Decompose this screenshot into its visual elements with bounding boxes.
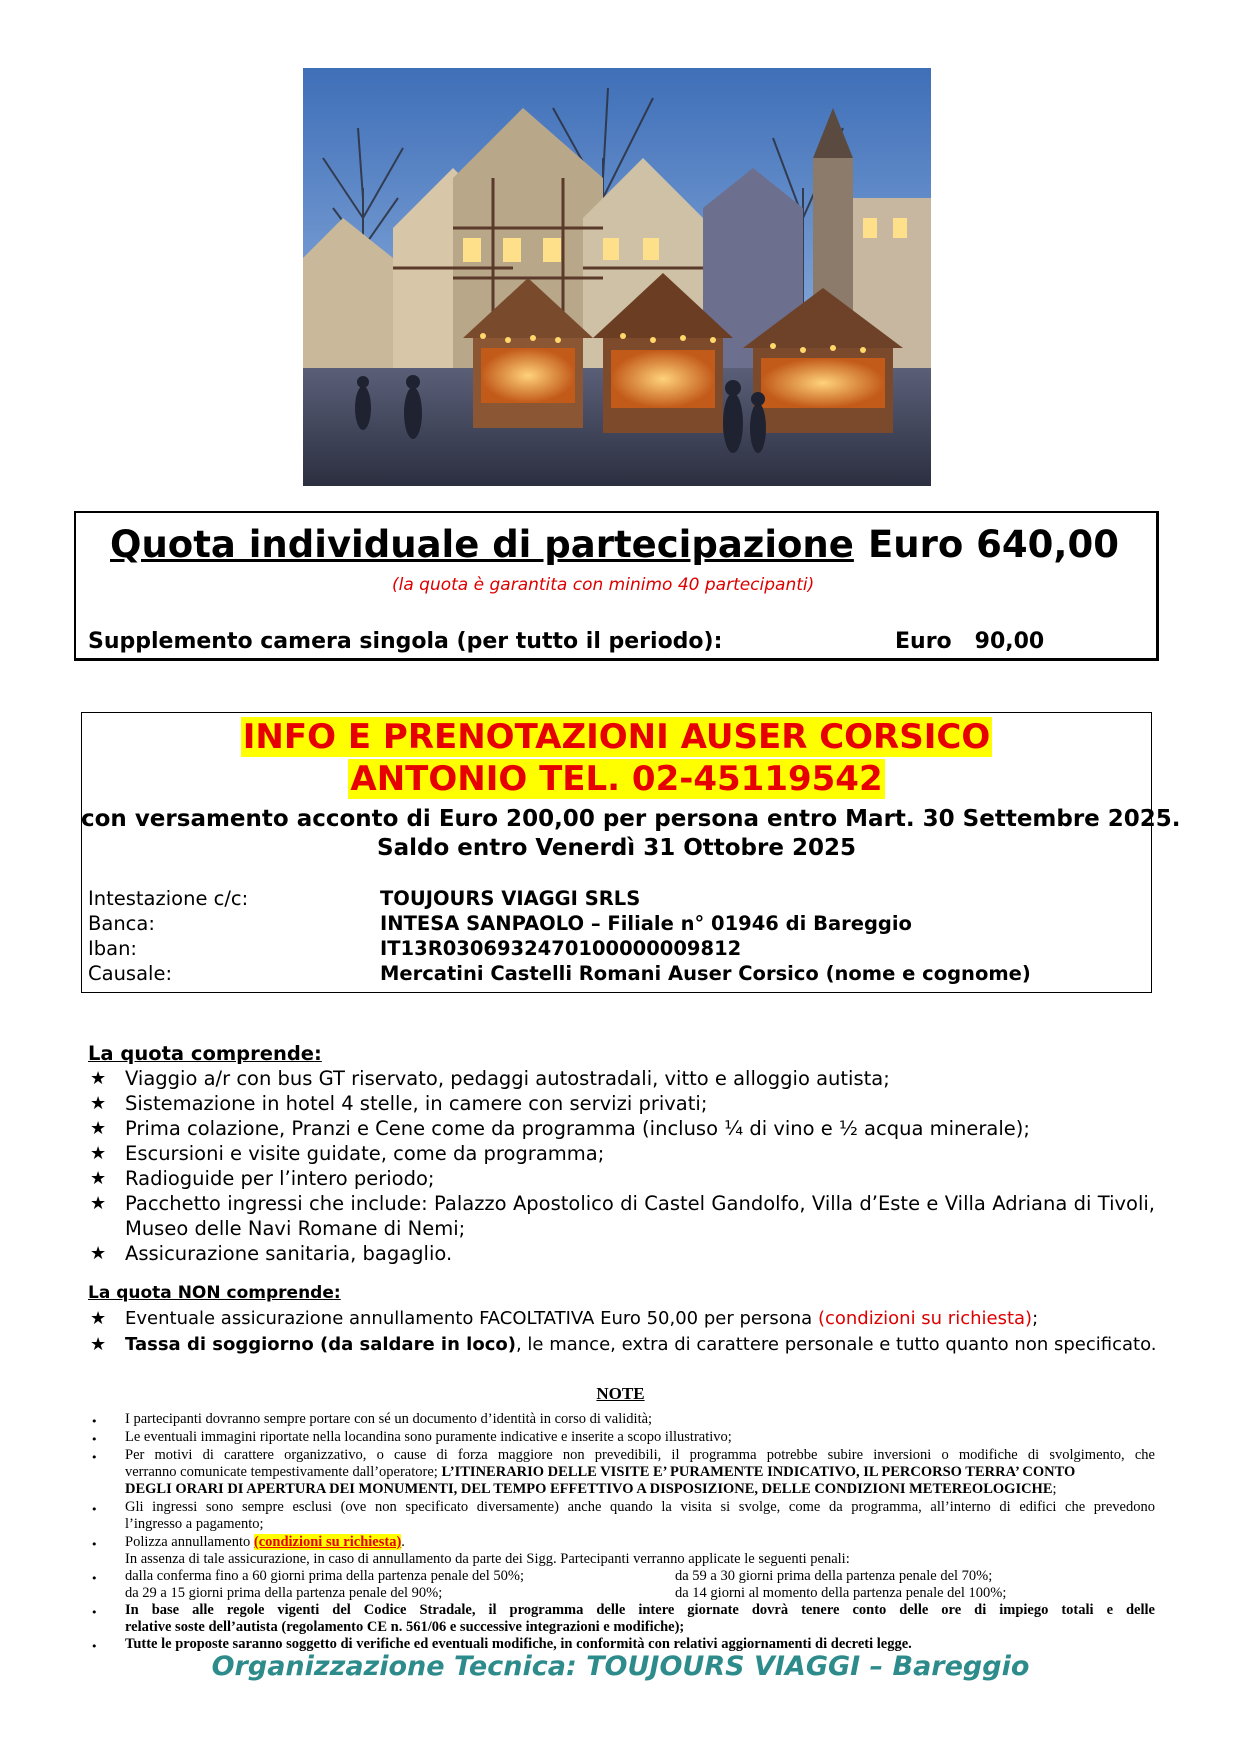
bank-label-causale: Causale: — [88, 962, 173, 985]
excludes-item1-end: ; — [1032, 1308, 1039, 1329]
star-icon: ★ — [90, 1334, 107, 1355]
info-phone-text: ANTONIO TEL. 02-45119542 — [350, 759, 883, 799]
supplement-label: Supplemento camera singola (per tutto il periodo): — [88, 629, 723, 654]
includes-title — [88, 1042, 322, 1065]
excludes-item1-text: Eventuale assicurazione annullamento FACOLTATIVA Euro 50,00 per persona — [125, 1308, 818, 1329]
star-icon: ★ — [90, 1193, 107, 1214]
note-item — [125, 1534, 405, 1551]
bullet-icon: • — [91, 1538, 98, 1551]
note-item-continued: In assenza di tale assicurazione, in caso di annullamento da parte dei Sigg. Partecipanti verranno applicate le seguenti penali: — [125, 1551, 850, 1567]
bullet-icon: • — [91, 1451, 98, 1464]
note3c-end: ; — [1052, 1481, 1057, 1497]
star-icon: ★ — [90, 1168, 107, 1189]
price-amount: Euro 640,00 — [868, 523, 1119, 566]
excludes-item2-bold: Tassa di soggiorno (da saldare in loco) — [125, 1334, 516, 1355]
bank-value-causale: Mercatini Castelli Romani Auser Corsico (nome e cognome) — [380, 962, 1031, 985]
list-item-continued: Museo delle Navi Romane di Nemi; — [125, 1217, 466, 1240]
note-item: Tutte le proposte saranno soggetto di verifiche ed eventuali modifiche, in conformità con relativi aggiornamenti di decreti legge. — [125, 1636, 912, 1652]
deposit-line: con versamento acconto di Euro 200,00 per persona entro Mart. 30 Settembre 2025. — [81, 806, 1181, 832]
penalty-item: da 59 a 30 giorni prima della partenza penale del 70%; — [675, 1568, 993, 1584]
note-item: I partecipanti dovranno sempre portare con sé un documento d’identità in corso di validità; — [125, 1411, 653, 1427]
star-icon: ★ — [90, 1243, 107, 1264]
list-item: Assicurazione sanitaria, bagaglio. — [125, 1242, 453, 1265]
info-heading-text: INFO E PRENOTAZIONI AUSER CORSICO — [242, 717, 991, 757]
bullet-icon: • — [91, 1640, 98, 1653]
bullet-icon: • — [91, 1572, 98, 1585]
excludes-item2-text: , le mance, extra di carattere personale e tutto quanto non specificato. — [515, 1334, 1157, 1355]
note-item-continued: l’ingresso a pagamento; — [125, 1516, 264, 1532]
note-item: Gli ingressi sono sempre esclusi (ove non specificato diversamente) anche quando la visita si svolge, come da programma, all’interno di edifici che prevedono — [125, 1499, 1155, 1515]
note5-end: . — [401, 1534, 405, 1550]
penalty-item: dalla conferma fino a 60 giorni prima della partenza penale del 50%; — [125, 1568, 524, 1584]
note5-text: Polizza annullamento — [125, 1534, 254, 1550]
list-item: Radioguide per l’intero periodo; — [125, 1167, 435, 1190]
list-item: Viaggio a/r con bus GT riservato, pedaggi autostradali, vitto e alloggio autista; — [125, 1067, 890, 1090]
star-icon: ★ — [90, 1308, 107, 1329]
excludes-item1-conditions: (condizioni su richiesta) — [817, 1308, 1033, 1329]
excludes-item-insurance — [125, 1308, 1038, 1329]
bank-label-holder: Intestazione c/c: — [88, 887, 249, 910]
bank-label-bank: Banca: — [88, 912, 155, 935]
note-item: Per motivi di carattere organizzativo, o cause di forza maggiore non prevedibili, il programma potrebbe subire inversioni o modifiche di svolgimento, che — [125, 1447, 1155, 1463]
list-item: Prima colazione, Pranzi e Cene come da programma (incluso ¼ di vino e ½ acqua minerale); — [125, 1117, 1030, 1140]
info-phone — [81, 759, 1152, 799]
info-heading — [81, 717, 1152, 757]
excludes-title — [88, 1283, 341, 1303]
notes-title: NOTE — [596, 1384, 645, 1403]
bullet-icon: • — [91, 1415, 98, 1428]
note-item-continued — [125, 1464, 1075, 1481]
bullet-icon: • — [91, 1503, 98, 1516]
list-item: Pacchetto ingressi che include: Palazzo Apostolico di Castel Gandolfo, Villa d’Este e Villa Adriana di Tivoli, — [125, 1192, 1155, 1215]
penalty-item: da 29 a 15 giorni prima della partenza penale del 90%; — [125, 1585, 443, 1601]
note-item: In base alle regole vigenti del Codice Stradale, il programma delle intere giornate dovrà tenere conto delle ore di impiego totali e delle — [125, 1602, 1155, 1618]
excludes-item-tax — [125, 1334, 1156, 1355]
bullet-icon: • — [91, 1606, 98, 1619]
note-item: Le eventuali immagini riportate nella locandina sono puramente indicative e inserite a scopo illustrativo; — [125, 1429, 732, 1445]
price-note: (la quota è garantita con minimo 40 partecipanti) — [392, 575, 815, 595]
includes-title-text: La quota comprende — [88, 1042, 315, 1065]
excludes-title-colon: : — [333, 1283, 341, 1303]
excludes-title-text: La quota NON comprende — [88, 1283, 334, 1303]
note-item-continued: relative soste dell’autista (regolamento CE n. 561/06 e successive integrazioni e modifiche); — [125, 1619, 685, 1635]
note5-conditions: (condizioni su richiesta) — [253, 1534, 402, 1550]
star-icon: ★ — [90, 1093, 107, 1114]
hero-image — [303, 68, 931, 486]
includes-title-colon: : — [314, 1042, 322, 1065]
note3b-bold: L’ITINERARIO DELLE VISITE E’ PURAMENTE INDICATIVO, IL PERCORSO TERRA’ CONTO — [441, 1464, 1076, 1480]
price-title: Quota individuale di partecipazione — [110, 523, 854, 566]
footer-organization: Organizzazione Tecnica: TOUJOURS VIAGGI – Bareggio — [211, 1651, 1030, 1682]
star-icon: ★ — [90, 1068, 107, 1089]
list-item: Escursioni e visite guidate, come da programma; — [125, 1142, 605, 1165]
list-item: Sistemazione in hotel 4 stelle, in camere con servizi privati; — [125, 1092, 708, 1115]
bullet-icon: • — [91, 1433, 98, 1446]
bank-value-holder: TOUJOURS VIAGGI SRLS — [380, 887, 641, 910]
bank-value-bank: INTESA SANPAOLO – Filiale n° 01946 di Bareggio — [380, 912, 912, 935]
bank-label-iban: Iban: — [88, 937, 138, 960]
note3c-bold: DEGLI ORARI DI APERTURA DEI MONUMENTI, DEL TEMPO EFFETTIVO A DISPOSIZIONE, DELLE CONDIZIONI METEREOLOGICHE — [125, 1481, 1053, 1497]
star-icon: ★ — [90, 1143, 107, 1164]
note-item-continued — [125, 1481, 1057, 1498]
star-icon: ★ — [90, 1118, 107, 1139]
bank-value-iban: IT13R0306932470100000009812 — [380, 937, 742, 960]
supplement-amount: Euro 90,00 — [895, 629, 1045, 654]
note3b-text: verranno comunicate tempestivamente dall’operatore; — [125, 1464, 442, 1480]
balance-line: Saldo entro Venerdì 31 Ottobre 2025 — [377, 835, 856, 861]
penalty-item: da 14 giorni al momento della partenza penale del 100%; — [675, 1585, 1007, 1601]
